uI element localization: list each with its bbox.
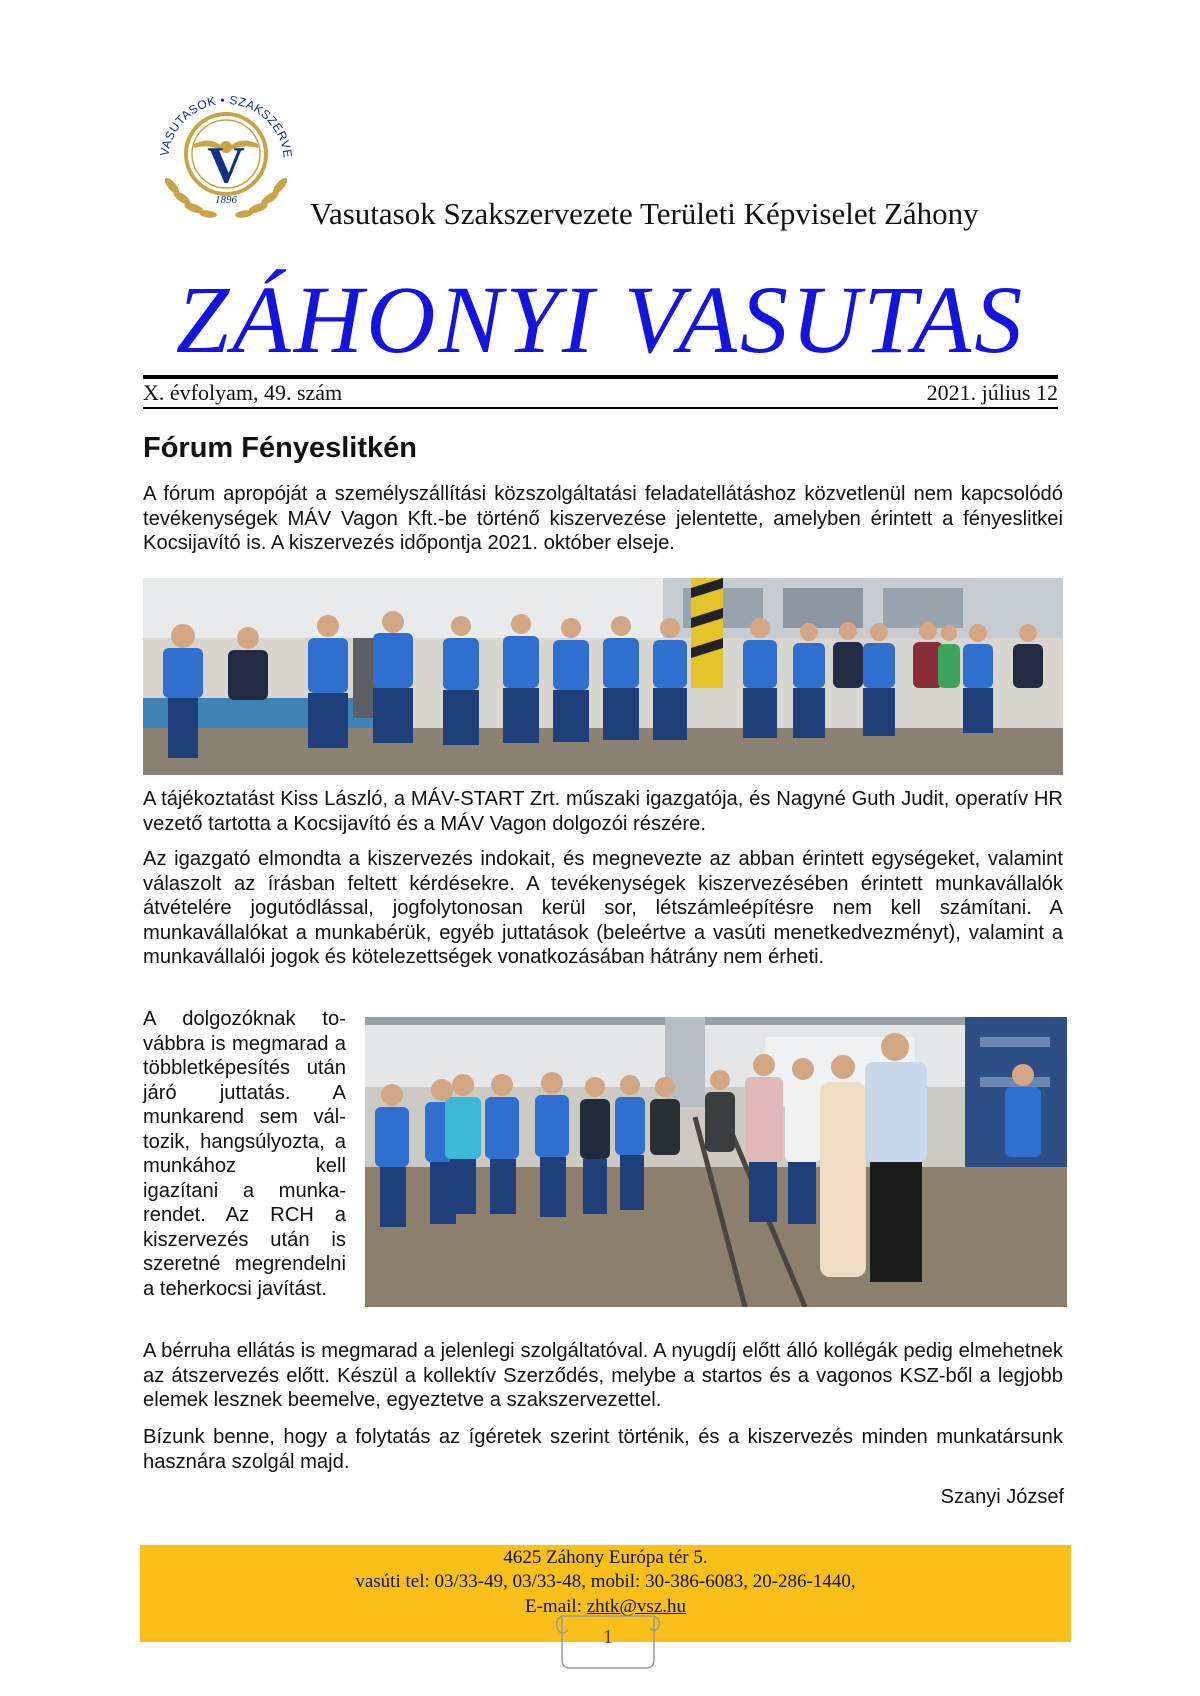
logo-ring-right: SZAKSZERVE (228, 93, 295, 159)
page-number: 1 (603, 1626, 613, 1648)
article-paragraph-benefits: A bérruha ellátás is megmarad a jelenlegi szolgáltatóval. A nyugdíj előtt álló kollégák pedig elmehetnek az átszervezés előtt. Készül a kollektív Szerződés, melybe a startos és a vagonos KSZ-ből a legjobb elemek lesznek beemelve, egyeztetve a szakszervezettel. (143, 1340, 1063, 1411)
masthead-rule-bottom (143, 407, 1058, 409)
article-paragraph-side: A dolgozóknak továbbra is megmarad a többletképesítés után járó juttatás. A munkarend sem változik, hangsúlyozta, a munkához kell igazítani a munkarendet. Az RCH a kiszervezés után is szeretné megrendelni a teherkocsi javítást. (143, 1008, 346, 1300)
group-photo-workshop (143, 578, 1063, 775)
logo-year: 1896 (215, 194, 237, 206)
footer-phones: vasúti tel: 03/33-49, 03/33-48, mobil: 30-386-6083, 20-286-1440, (355, 1571, 856, 1592)
svg-text:VASUTASOK •: VASUTASOK • SZAKSZERVE (150, 74, 295, 159)
masthead-title: ZÁHONYI VASUTAS (175, 266, 1026, 373)
article-author: Szanyi József (940, 1486, 1064, 1508)
issue-volume: X. évfolyam, 49. szám (143, 380, 343, 405)
logo-letter: V (207, 137, 245, 194)
footer-address: 4625 Záhony Európa tér 5. (503, 1547, 708, 1568)
issue-line (143, 380, 1058, 406)
footer-email-link[interactable]: zhtk@vsz.hu (586, 1596, 687, 1617)
article-paragraph-presenters: A tájékoztatást Kiss László, a MÁV-START Zrt. műszaki igazgatója, és Nagyné Guth Judit, operatív HR vezető tartotta a Kocsijavító és a MÁV Vagon dolgozói részére. (143, 788, 1063, 835)
article-paragraph-director: Az igazgató elmondta a kiszervezés indokait, és megnevezte az abban érintett egységeket, valamint válaszolt az írásban feltett kérdésekre. A tevékenységek kiszervezésében érintett munkavállalók átvételére jogutódlással, jogfolytonosan kerül sor, létszámleépítésre nem kell számítani. A munkavállalókat a munkabérük, egyéb juttatások (beleértve a vasúti menetkedvezményt), valamint a munkavállalói jogok és kötelezettségek vonatkozásában hátrány nem érheti. (143, 848, 1063, 968)
article-paragraph-closing: Bízunk benne, hogy a folytatás az ígéretek szerint történik, és a kiszervezés minden munkatársunk hasznára szolgál majd. (143, 1426, 1063, 1473)
issue-date: 2021. július 12 (926, 380, 1058, 405)
masthead-rule-top (143, 375, 1058, 379)
organization-name: Vasutasok Szakszervezete Területi Képviselet Záhony (310, 196, 979, 231)
forum-photo-speakers (365, 1017, 1067, 1307)
footer-email-label: E-mail: (524, 1596, 587, 1617)
logo-ring-left: VASUTASOK (157, 93, 218, 158)
article-paragraph-intro: A fórum apropóját a személyszállítási közszolgáltatási feladatellátáshoz közvetlenül nem kapcsolódó tevékenységek MÁV Vagon Kft.-be történő kiszervezése jelentette, amelyben érintett a fényeslitkei Kocsijavító is. A kiszervezés időpontja 2021. október elseje. (143, 483, 1063, 554)
union-logo (150, 74, 302, 226)
article-title: Fórum Fényeslitkén (143, 432, 417, 464)
